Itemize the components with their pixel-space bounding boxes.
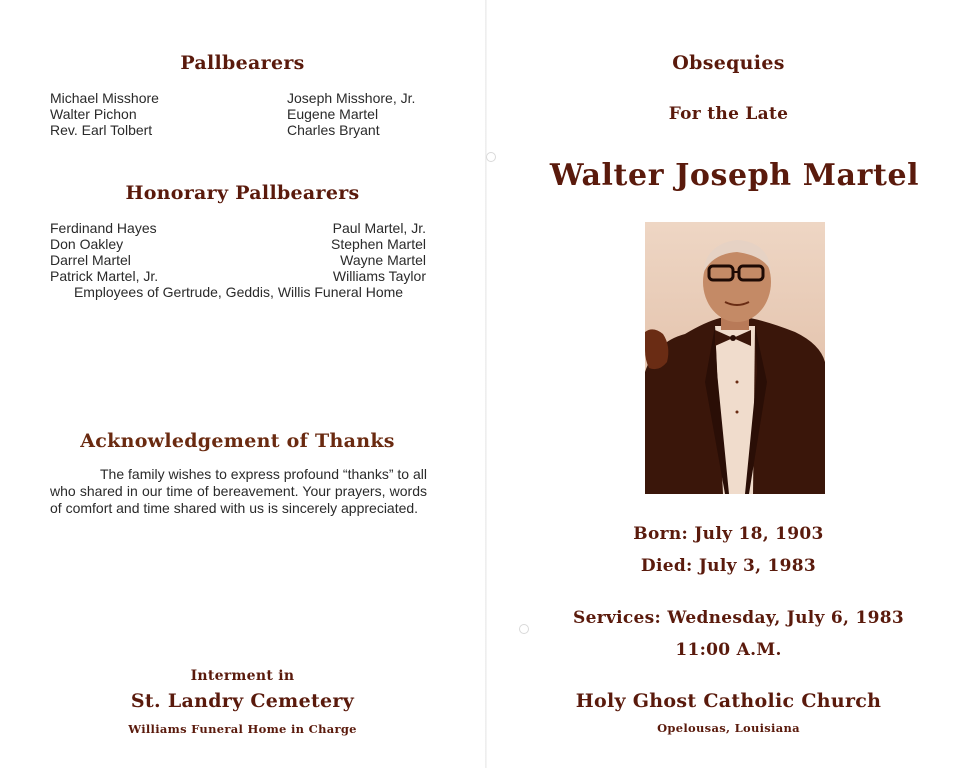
interment-label: Interment in	[190, 668, 295, 684]
pallbearer-name: Michael Misshore	[50, 90, 159, 106]
left-page	[0, 0, 485, 768]
pallbearers-list-right	[287, 90, 415, 138]
pallbearer-name: Joseph Misshore, Jr.	[287, 90, 416, 106]
funeral-home-line: Williams Funeral Home in Charge	[128, 722, 357, 736]
pallbearer-name: Rev. Earl Tolbert	[50, 122, 153, 138]
deceased-name: Walter Joseph Martel	[549, 158, 920, 193]
obsequies-heading: Obsequies	[672, 52, 785, 74]
acknowledgement-text: The family wishes to express profound “thanks” to all who shared in our time of bereavement. Your prayers, words of comfort and time shared with us is sincerely appreciated.	[50, 466, 427, 516]
portrait-illustration	[645, 222, 825, 494]
pallbearers-list-left	[50, 90, 159, 138]
honorary-pallbearer-name: Ferdinand Hayes	[50, 220, 157, 236]
for-the-late-line: For the Late	[668, 104, 789, 124]
honorary-pallbearers-heading: Honorary Pallbearers	[125, 182, 360, 204]
acknowledgement-heading: Acknowledgement of Thanks	[80, 430, 395, 452]
employees-line: Employees of Gertrude, Geddis, Willis Funeral Home	[73, 284, 404, 300]
pallbearers-heading: Pallbearers	[180, 52, 305, 74]
honorary-pallbearer-name: Stephen Martel	[331, 236, 426, 252]
services-date: Services: Wednesday, July 6, 1983	[573, 608, 904, 628]
honorary-pallbearer-name: Don Oakley	[50, 236, 124, 252]
honorary-pallbearer-name: Darrel Martel	[50, 252, 131, 268]
pallbearer-name: Charles Bryant	[287, 122, 380, 138]
church-name: Holy Ghost Catholic Church	[575, 690, 882, 712]
right-page	[486, 0, 971, 768]
cemetery-name: St. Landry Cemetery	[130, 690, 355, 712]
honorary-pallbearer-name: Wayne Martel	[340, 252, 426, 268]
portrait-photo	[645, 222, 825, 494]
honorary-list-left	[50, 220, 158, 284]
honorary-pallbearer-name: Patrick Martel, Jr.	[50, 268, 159, 284]
death-date: Died: July 3, 1983	[640, 556, 817, 576]
honorary-pallbearer-name: Williams Taylor	[332, 268, 426, 284]
birth-date: Born: July 18, 1903	[633, 524, 824, 544]
honorary-list-right	[331, 220, 426, 284]
pallbearer-name: Walter Pichon	[50, 106, 137, 122]
church-location: Opelousas, Louisiana	[657, 721, 800, 735]
honorary-pallbearer-name: Paul Martel, Jr.	[332, 220, 426, 236]
services-time: 11:00 A.M.	[675, 640, 782, 660]
pallbearer-name: Eugene Martel	[287, 106, 379, 122]
